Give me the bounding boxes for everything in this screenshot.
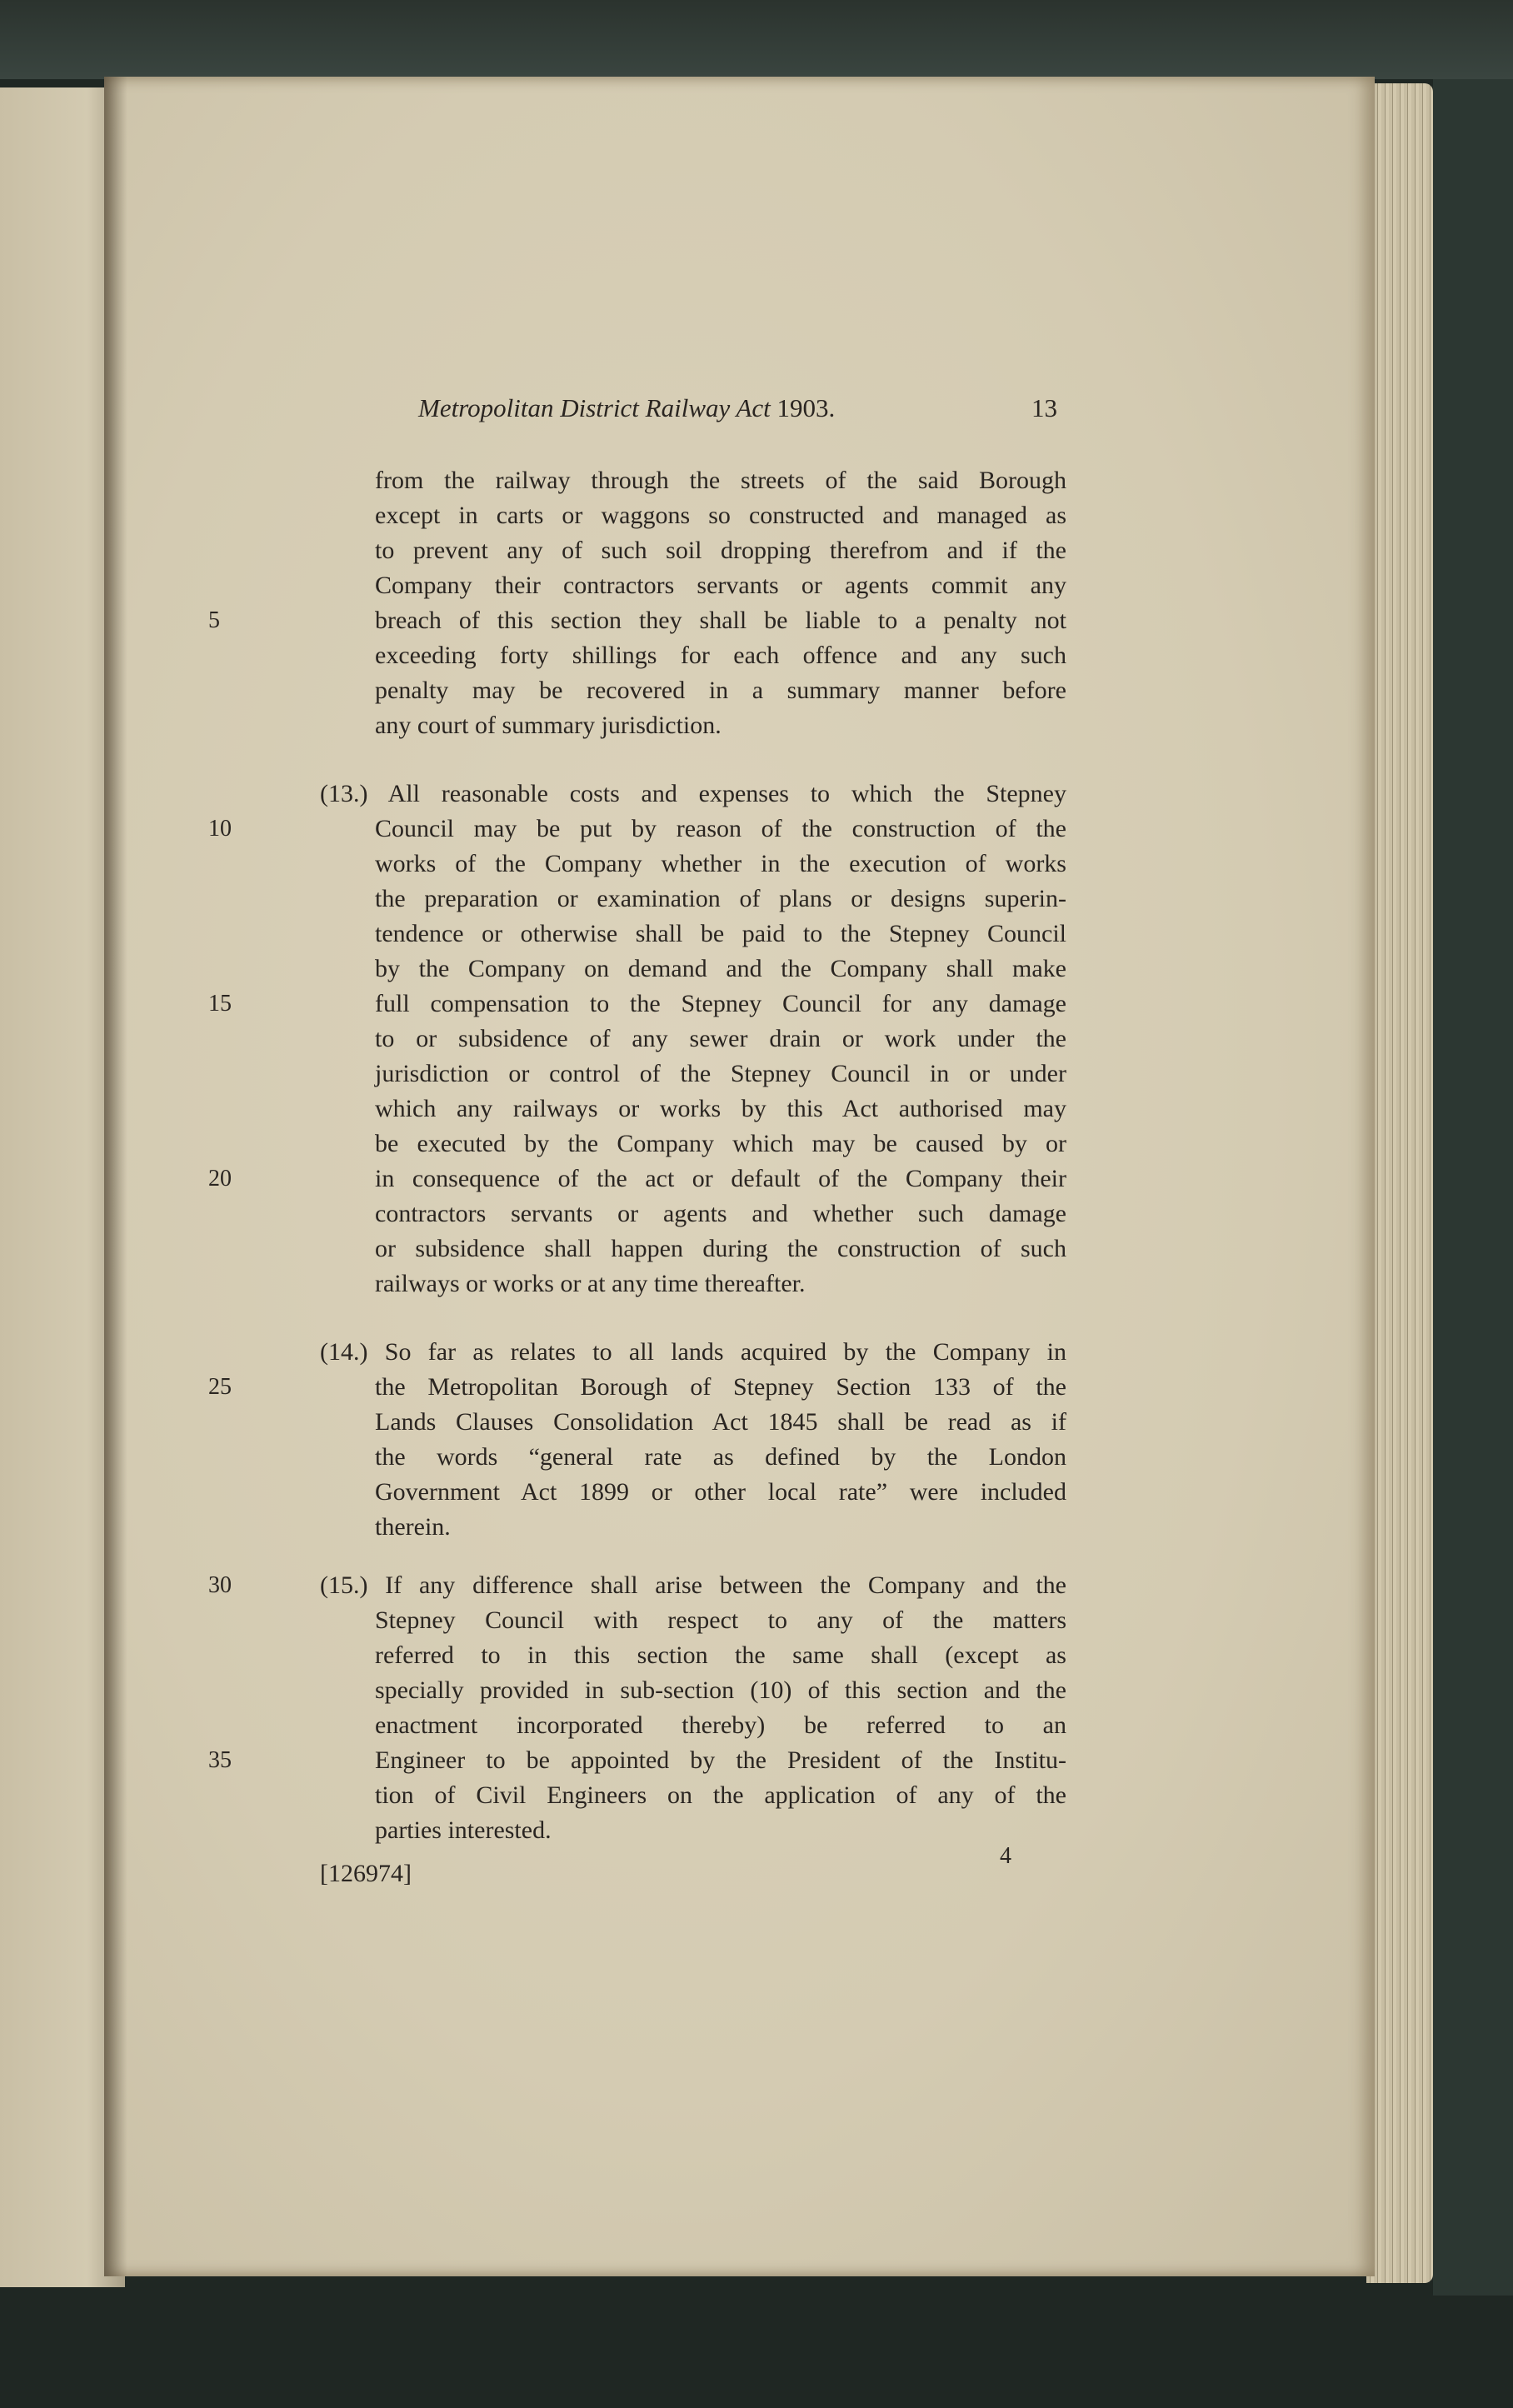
- line-text: (14.) So far as relates to all lands acquired by the Company in: [320, 1338, 1066, 1366]
- text-line: [375, 1510, 1066, 1545]
- text-line: [375, 1405, 1066, 1440]
- text-line: [375, 952, 1066, 987]
- line-text: be executed by the Company which may be caused by or: [375, 1130, 1066, 1157]
- text-line: [375, 1603, 1066, 1638]
- text-line: [375, 533, 1066, 568]
- header-year: 1903.: [776, 393, 836, 422]
- line-text: to or subsidence of any sewer drain or work under the: [375, 1025, 1066, 1052]
- text-line: [375, 708, 1066, 743]
- text-line: [375, 498, 1066, 533]
- text-line: [375, 638, 1066, 673]
- page-number: 13: [1031, 393, 1057, 422]
- text-line: [375, 1440, 1066, 1475]
- text-line: [375, 1708, 1066, 1743]
- text-line: [375, 1475, 1066, 1510]
- text-line: [375, 673, 1066, 708]
- text-line: [208, 603, 1066, 638]
- line-text: Government Act 1899 or other local rate” were included: [375, 1478, 1066, 1506]
- margin-line-number: 15: [208, 991, 232, 1017]
- text-line: [208, 1568, 1066, 1603]
- line-text: Engineer to be appointed by the President of the Institu-: [375, 1746, 1066, 1774]
- line-text: full compensation to the Stepney Council for any damage: [375, 990, 1066, 1017]
- text-line: [375, 1813, 1066, 1848]
- text-line: [375, 1197, 1066, 1231]
- text-line: [208, 987, 1066, 1022]
- line-text: from the railway through the streets of the said Borough: [375, 467, 1066, 494]
- text-line: [375, 1092, 1066, 1127]
- margin-line-number: 5: [208, 607, 220, 633]
- text-line: [375, 1057, 1066, 1092]
- text-line: [375, 1673, 1066, 1708]
- text-line: [375, 1266, 1066, 1301]
- margin-line-number: 35: [208, 1747, 232, 1773]
- line-text: parties interested.: [375, 1816, 552, 1844]
- page-edges: [1366, 83, 1433, 2283]
- paragraph: [208, 463, 1066, 743]
- line-text: the Metropolitan Borough of Stepney Section 133 of the: [375, 1373, 1066, 1401]
- line-text: in consequence of the act or default of the Company their: [375, 1165, 1066, 1192]
- text-line: [375, 1638, 1066, 1673]
- line-text: breach of this section they shall be liable to a penalty not: [375, 607, 1066, 634]
- margin-line-number: 20: [208, 1166, 232, 1192]
- text-line: [208, 1370, 1066, 1405]
- line-text: the preparation or examination of plans or designs superin-: [375, 885, 1066, 912]
- text-line: [375, 463, 1066, 498]
- text-line: [375, 1231, 1066, 1266]
- line-text: specially provided in sub-section (10) of this section and the: [375, 1676, 1066, 1704]
- line-text: tendence or otherwise shall be paid to the Stepney Council: [375, 920, 1066, 947]
- header-title: Metropolitan District Railway Act: [418, 393, 771, 422]
- line-text: or subsidence shall happen during the construction of such: [375, 1235, 1066, 1262]
- paragraph: [208, 777, 1066, 1301]
- text-line: [375, 1127, 1066, 1162]
- line-text: (15.) If any difference shall arise between the Company and the: [320, 1571, 1066, 1599]
- text-line: [375, 568, 1066, 603]
- text-line: [375, 1778, 1066, 1813]
- text-line: [208, 812, 1066, 847]
- paragraph: [208, 1568, 1066, 1848]
- line-text: enactment incorporated thereby) be referred to an: [375, 1711, 1066, 1739]
- line-text: except in carts or waggons so constructed and managed as: [375, 502, 1066, 529]
- line-text: by the Company on demand and the Company shall make: [375, 955, 1066, 982]
- text-line: [208, 1162, 1066, 1197]
- line-text: exceeding forty shillings for each offence and any such: [375, 642, 1066, 669]
- print-reference: [126974]: [320, 1860, 412, 1887]
- text-line: [375, 847, 1066, 882]
- text-line: [375, 1022, 1066, 1057]
- gutter-shadow: [104, 77, 127, 2276]
- line-text: railways or works or at any time thereafter.: [375, 1270, 806, 1297]
- text-line: [375, 917, 1066, 952]
- margin-line-number: 25: [208, 1374, 232, 1400]
- line-text: tion of Civil Engineers on the application of any of the: [375, 1781, 1066, 1809]
- line-text: penalty may be recovered in a summary manner before: [375, 677, 1066, 704]
- line-text: therein.: [375, 1513, 451, 1541]
- running-header: [418, 393, 835, 423]
- line-text: contractors servants or agents and whether such damage: [375, 1200, 1066, 1227]
- line-text: works of the Company whether in the execution of works: [375, 850, 1066, 877]
- line-text: any court of summary jurisdiction.: [375, 712, 722, 739]
- margin-line-number: 10: [208, 816, 232, 842]
- line-text: jurisdiction or control of the Stepney Council in or under: [375, 1060, 1066, 1087]
- line-text: Lands Clauses Consolidation Act 1845 shall be read as if: [375, 1408, 1066, 1436]
- line-text: which any railways or works by this Act authorised may: [375, 1095, 1066, 1122]
- line-text: Company their contractors servants or agents commit any: [375, 572, 1066, 599]
- text-line: [208, 1743, 1066, 1778]
- line-text: to prevent any of such soil dropping therefrom and if the: [375, 537, 1066, 564]
- line-text: Council may be put by reason of the construction of the: [375, 815, 1066, 842]
- text-line: [320, 777, 1066, 812]
- signature-mark: 4: [1000, 1843, 1011, 1869]
- line-text: Stepney Council with respect to any of the matters: [375, 1606, 1066, 1634]
- book-cover-top: [0, 0, 1513, 79]
- line-text: (13.) All reasonable costs and expenses to which the Stepney: [320, 780, 1066, 807]
- text-line: [375, 882, 1066, 917]
- paragraph: [208, 1335, 1066, 1545]
- line-text: the words “general rate as defined by the London: [375, 1443, 1066, 1471]
- margin-line-number: 30: [208, 1572, 232, 1598]
- text-line: [320, 1335, 1066, 1370]
- book-cover-right: [1433, 79, 1513, 2296]
- line-text: referred to in this section the same shall (except as: [375, 1641, 1066, 1669]
